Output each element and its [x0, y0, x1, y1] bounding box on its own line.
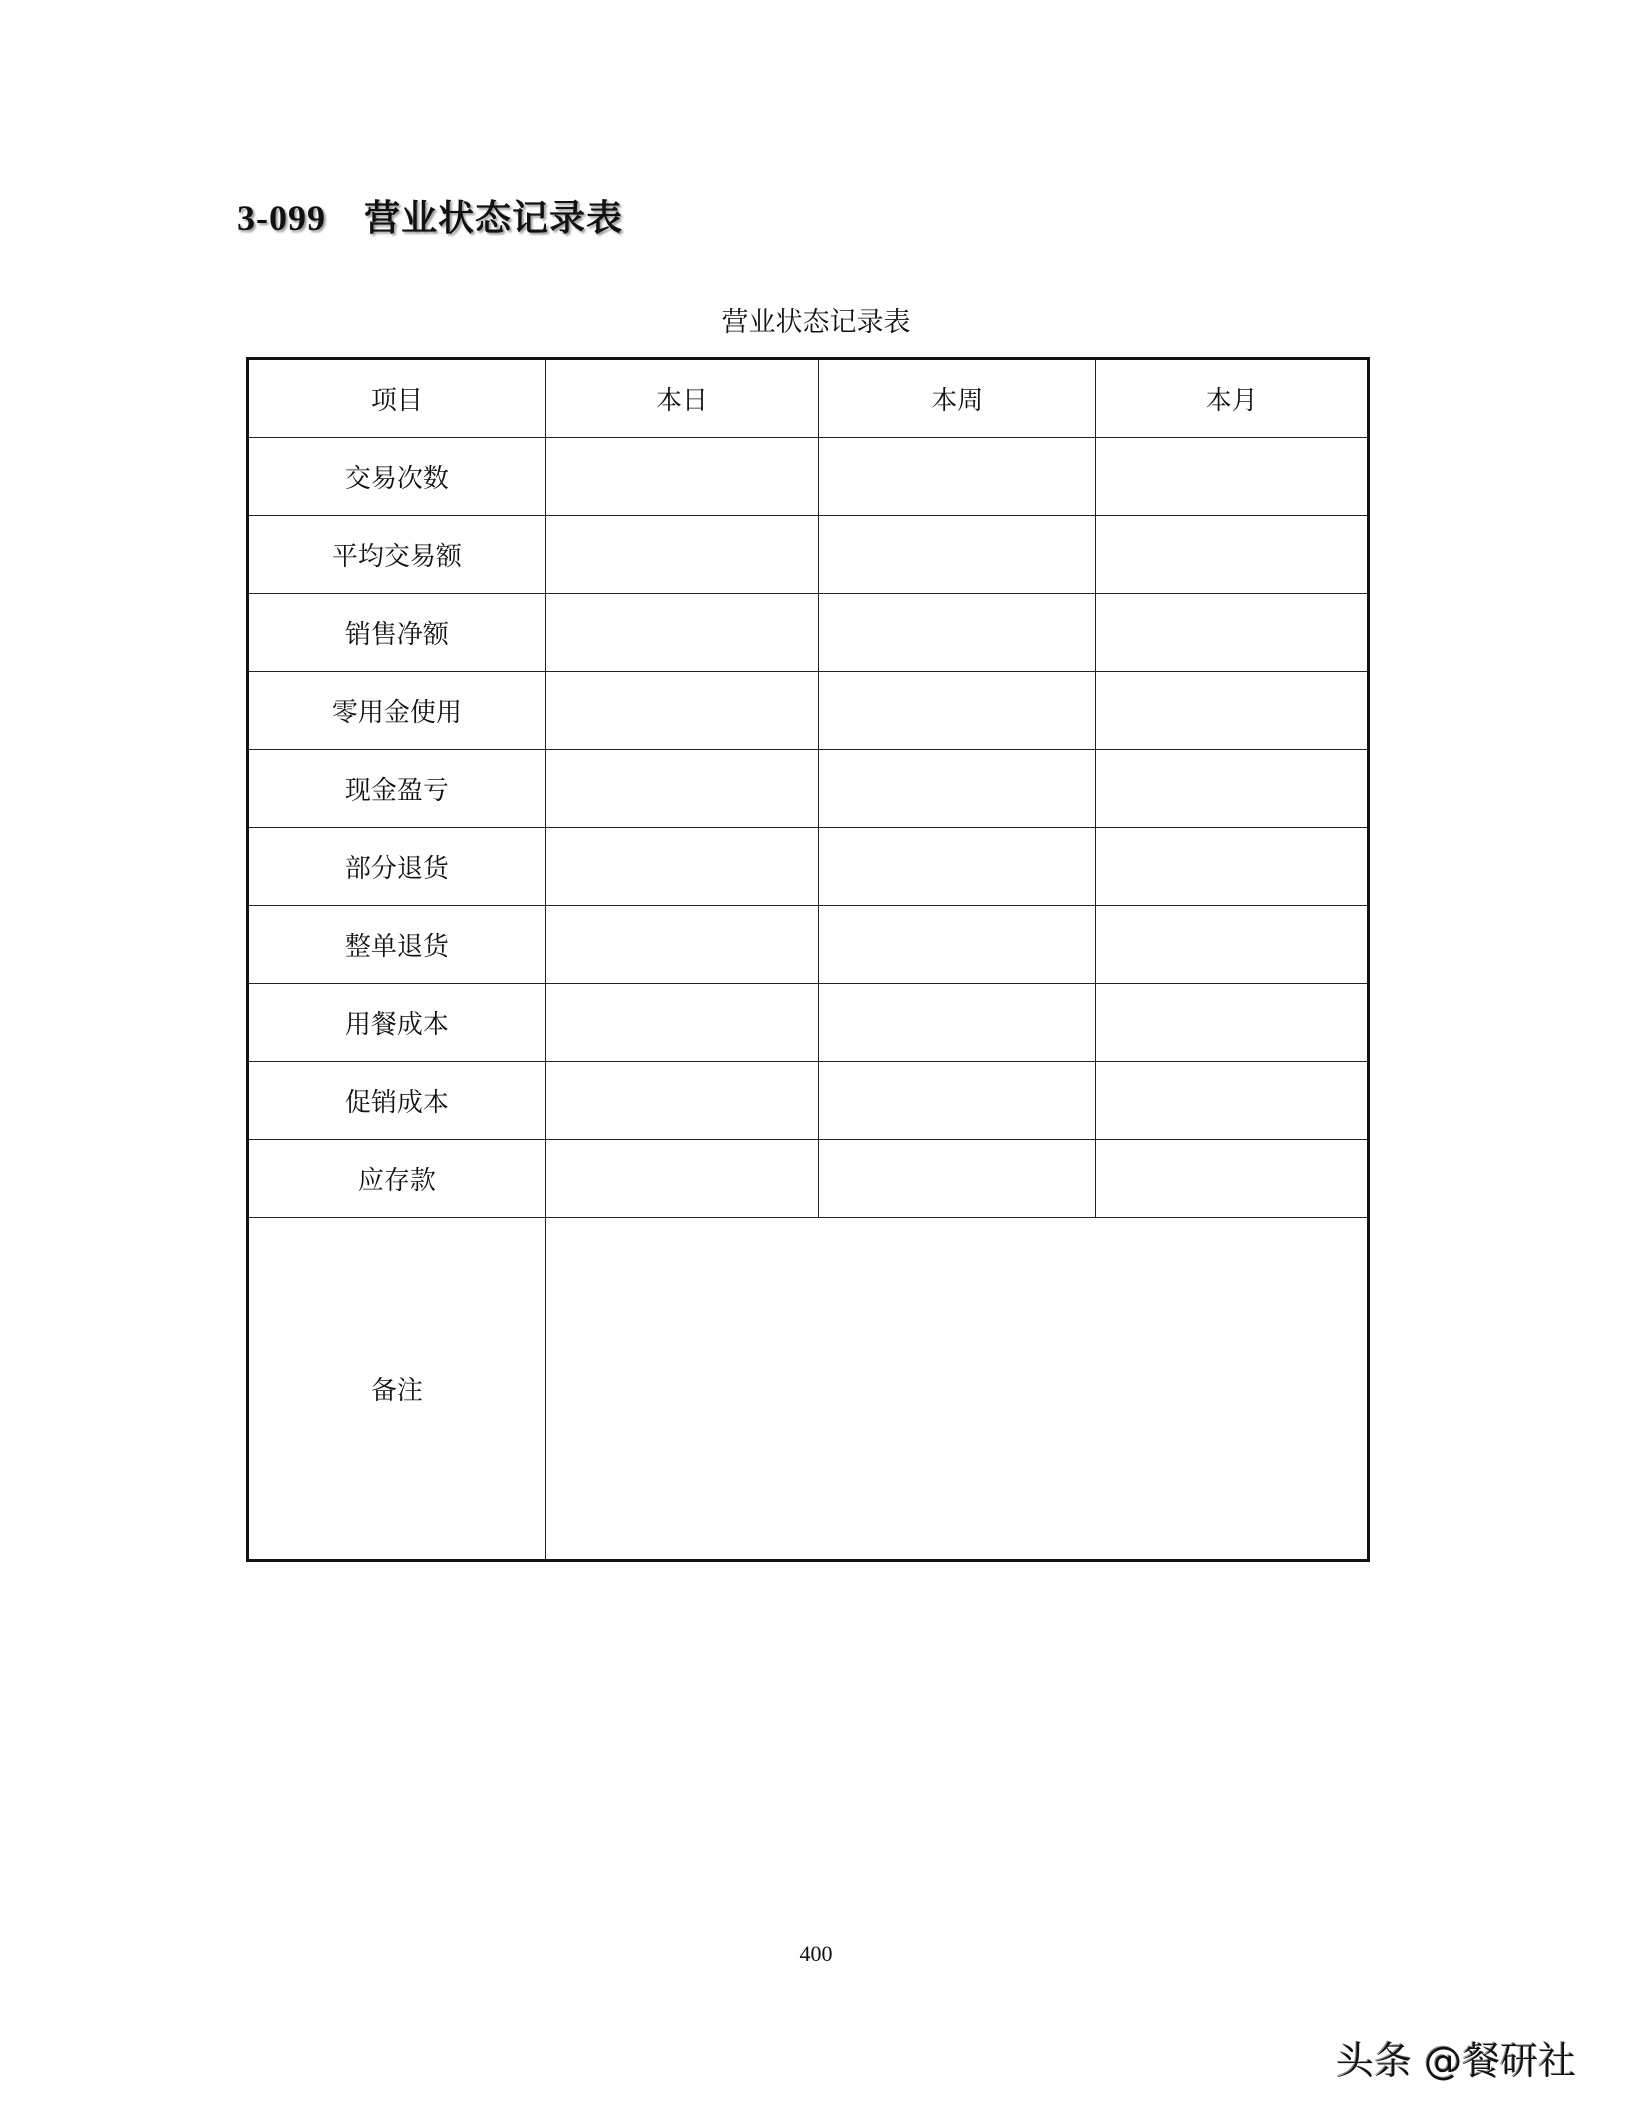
- row-label: 平均交易额: [248, 516, 546, 594]
- cell-month[interactable]: [1096, 516, 1369, 594]
- cell-month[interactable]: [1096, 1140, 1369, 1218]
- cell-today[interactable]: [545, 1062, 819, 1140]
- section-title: 营业状态记录表: [364, 197, 624, 239]
- row-label: 部分退货: [248, 828, 546, 906]
- watermark: 头条 @餐研社: [1336, 2039, 1577, 2083]
- cell-today[interactable]: [545, 906, 819, 984]
- table-row: [248, 672, 1369, 750]
- cell-month[interactable]: [1096, 594, 1369, 672]
- remarks-label: 备注: [248, 1218, 546, 1561]
- row-label: 用餐成本: [248, 984, 546, 1062]
- cell-today[interactable]: [545, 828, 819, 906]
- row-label: 销售净额: [248, 594, 546, 672]
- cell-month[interactable]: [1096, 984, 1369, 1062]
- remarks-cell[interactable]: [545, 1218, 1368, 1561]
- cell-week[interactable]: [819, 594, 1096, 672]
- table-row: [248, 1062, 1369, 1140]
- column-header-month: 本月: [1096, 359, 1369, 438]
- cell-week[interactable]: [819, 984, 1096, 1062]
- cell-month[interactable]: [1096, 750, 1369, 828]
- cell-month[interactable]: [1096, 828, 1369, 906]
- table-row: [248, 750, 1369, 828]
- table-row: [248, 828, 1369, 906]
- cell-today[interactable]: [545, 516, 819, 594]
- cell-week[interactable]: [819, 672, 1096, 750]
- business-status-table: [246, 357, 1370, 1562]
- cell-today[interactable]: [545, 750, 819, 828]
- row-label: 零用金使用: [248, 672, 546, 750]
- column-header-today: 本日: [545, 359, 819, 438]
- cell-month[interactable]: [1096, 1062, 1369, 1140]
- cell-today[interactable]: [545, 672, 819, 750]
- table-caption: 营业状态记录表: [721, 307, 911, 338]
- remarks-row: [248, 1218, 1369, 1561]
- page-number: 400: [799, 1941, 833, 1966]
- table-row: [248, 594, 1369, 672]
- row-label: 应存款: [248, 1140, 546, 1218]
- cell-today[interactable]: [545, 984, 819, 1062]
- table-row: [248, 516, 1369, 594]
- table-header-row: [248, 359, 1369, 438]
- row-label: 现金盈亏: [248, 750, 546, 828]
- cell-today[interactable]: [545, 1140, 819, 1218]
- cell-week[interactable]: [819, 516, 1096, 594]
- table-row: [248, 1140, 1369, 1218]
- cell-month[interactable]: [1096, 438, 1369, 516]
- row-label: 交易次数: [248, 438, 546, 516]
- row-label: 促销成本: [248, 1062, 546, 1140]
- cell-week[interactable]: [819, 1062, 1096, 1140]
- table-row: [248, 438, 1369, 516]
- cell-today[interactable]: [545, 594, 819, 672]
- cell-today[interactable]: [545, 438, 819, 516]
- section-heading: [237, 190, 623, 241]
- column-header-item: 项目: [248, 359, 546, 438]
- cell-week[interactable]: [819, 906, 1096, 984]
- cell-week[interactable]: [819, 1140, 1096, 1218]
- cell-week[interactable]: [819, 438, 1096, 516]
- section-number: 3-099: [237, 198, 326, 238]
- cell-month[interactable]: [1096, 672, 1369, 750]
- cell-month[interactable]: [1096, 906, 1369, 984]
- row-label: 整单退货: [248, 906, 546, 984]
- column-header-week: 本周: [819, 359, 1096, 438]
- cell-week[interactable]: [819, 828, 1096, 906]
- table-row: [248, 984, 1369, 1062]
- cell-week[interactable]: [819, 750, 1096, 828]
- table-row: [248, 906, 1369, 984]
